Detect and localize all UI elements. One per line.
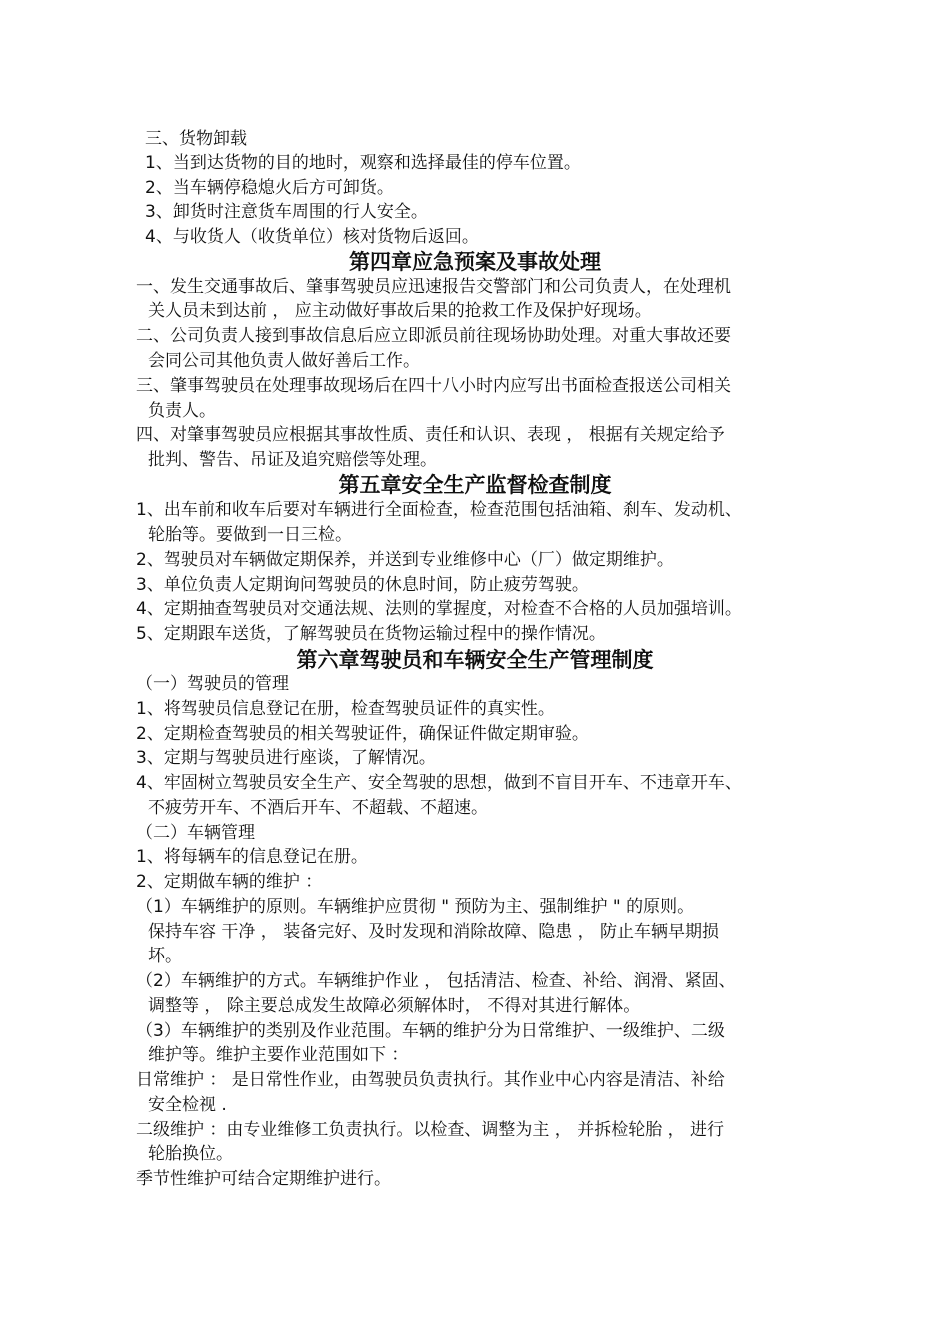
paragraph-line: 2、定期做车辆的维护 ： [136,872,323,892]
chapter-heading: 第四章应急预案及事故处理 [349,250,601,274]
paragraph-line: 四、对肇事驾驶员应根据其事故性质、责任和认识、表现 ， 根据有关规定给予 [136,425,725,445]
paragraph-line: 4、定期抽查驾驶员对交通法规、法则的掌握度，对检查不合格的人员加强培训。 [136,599,742,619]
chapter-heading: 第五章安全生产监督检查制度 [338,473,612,497]
paragraph-line: 季节性维护可结合定期维护进行。 [136,1169,391,1189]
paragraph-line: 4、牢固树立驾驶员安全生产、安全驾驶的思想，做到不盲目开车、不违章开车、 [136,773,742,793]
paragraph-line: 批判、警告、吊证及追究赔偿等处理。 [148,450,437,470]
subsection-title: （一）驾驶员的管理 [136,674,289,694]
paragraph-line: 会同公司其他负责人做好善后工作。 [148,351,420,371]
paragraph-line: 三、肇事驾驶员在处理事故现场后在四十八小时内应写出书面检查报送公司相关 [136,376,731,396]
paragraph-line: 负责人。 [148,401,216,421]
paragraph-line: 3、单位负责人定期询问驾驶员的休息时间，防止疲劳驾驶。 [136,575,589,595]
paragraph-line: （2）车辆维护的方式。车辆维护作业 ， 包括清洁、检查、补给、润滑、紧固、 [136,971,736,991]
section-title: 三、货物卸载 [145,129,247,149]
list-item: 1、当到达货物的目的地时，观察和选择最佳的停车位置。 [145,153,581,173]
paragraph-line: 2、驾驶员对车辆做定期保养，并送到专业维修中心（厂）做定期维护。 [136,550,674,570]
paragraph-line: 3、定期与驾驶员进行座谈，了解情况。 [136,748,436,768]
paragraph-line: 5、定期跟车送货，了解驾驶员在货物运输过程中的操作情况。 [136,624,606,644]
list-item: 2、当车辆停稳熄火后方可卸货。 [145,178,394,198]
paragraph-line: 2、定期检查驾驶员的相关驾驶证件，确保证件做定期审验。 [136,724,589,744]
paragraph-line: 轮胎换位。 [148,1144,233,1164]
chapter-heading: 第六章驾驶员和车辆安全生产管理制度 [296,648,654,672]
paragraph-line: 坏。 [148,946,182,966]
paragraph-line: 轮胎等。要做到一日三检。 [148,525,352,545]
list-item: 4、与收货人（收货单位）核对货物后返回。 [145,227,479,247]
paragraph-line: 调整等 ， 除主要总成发生故障必须解体时， 不得对其进行解体。 [148,996,641,1016]
paragraph-line: 1、将每辆车的信息登记在册。 [136,847,368,867]
paragraph-line: 维护等。维护主要作业范围如下 ： [148,1045,409,1065]
paragraph-line: 不疲劳开车、不酒后开车、不超载、不超速。 [148,798,488,818]
paragraph-line: 1、出车前和收车后要对车辆进行全面检查，检查范围包括油箱、刹车、发动机、 [136,500,742,520]
paragraph-line: 1、将驾驶员信息登记在册，检查驾驶员证件的真实性。 [136,699,555,719]
paragraph-line: 二级维护 ：由专业维修工负责执行。以检查、调整为主 ， 并拆检轮胎 ， 进行 [136,1120,725,1140]
paragraph-line: 二、公司负责人接到事故信息后应立即派员前往现场协助处理。对重大事故还要 [136,326,731,346]
paragraph-line: 保持车容 干净 ， 装备完好、及时发现和消除故障、隐患 ， 防止车辆早期损 [148,922,720,942]
subsection-title: （二）车辆管理 [136,823,255,843]
paragraph-line: （3）车辆维护的类别及作业范围。车辆的维护分为日常维护、一级维护、二级 [136,1021,725,1041]
paragraph-line: 关人员未到达前 ， 应主动做好事故后果的抢救工作及保护好现场。 [148,301,652,321]
paragraph-line: 日常维护 ： 是日常性作业，由驾驶员负责执行。其作业中心内容是清洁、补给 [136,1070,725,1090]
paragraph-line: 一、发生交通事故后、肇事驾驶员应迅速报告交警部门和公司负责人，在处理机 [136,277,731,297]
paragraph-line: （1）车辆维护的原则。车辆维护应贯彻 " 预防为主、强制维护 " 的原则。 [136,897,695,917]
list-item: 3、卸货时注意货车周围的行人安全。 [145,202,428,222]
paragraph-line: 安全检视 . [148,1095,227,1115]
